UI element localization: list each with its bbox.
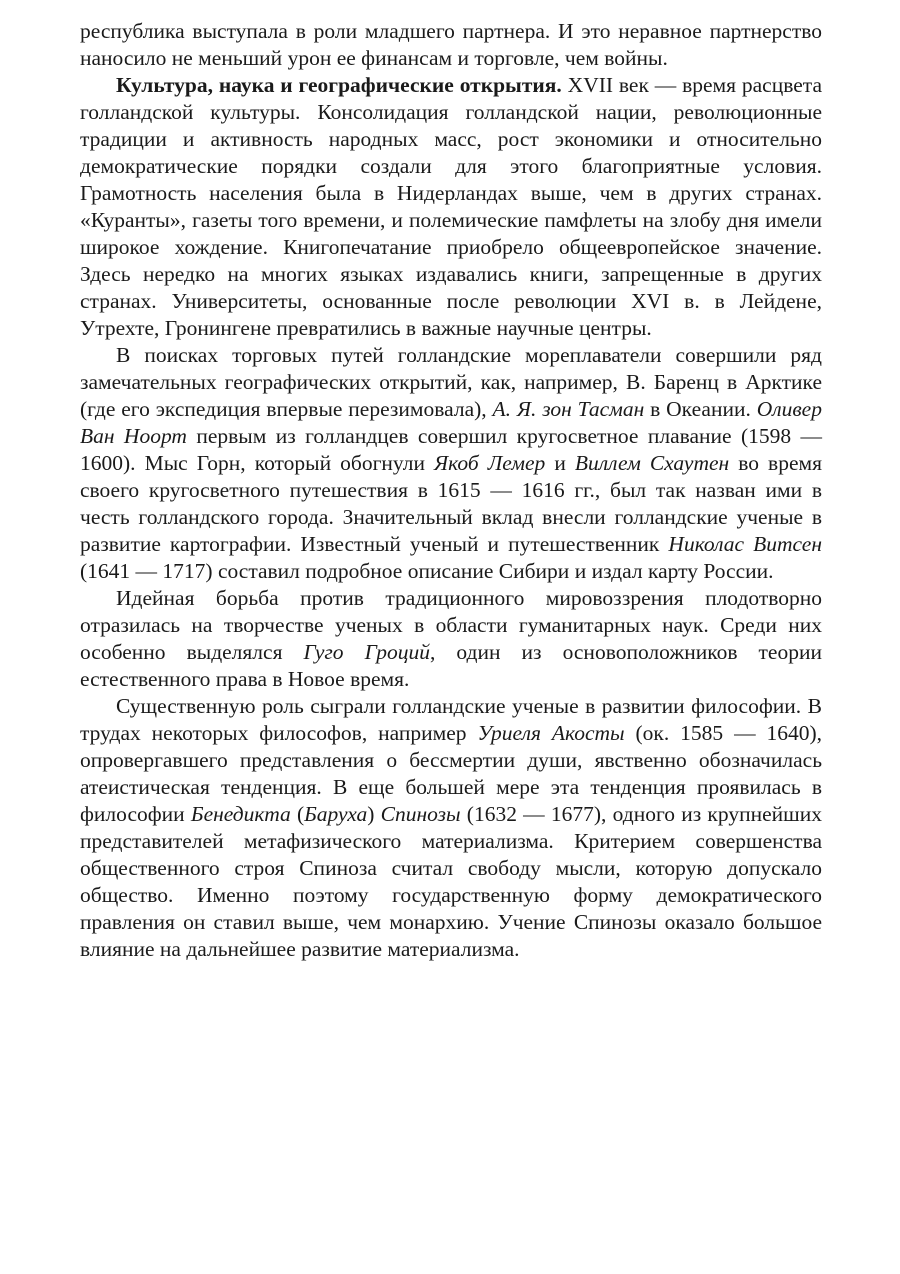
name-lemer: Якоб Лемер [434, 451, 546, 475]
paragraph-3-text-2: в Океании. [644, 397, 757, 421]
page-body [80, 18, 822, 963]
paragraph-2 [80, 72, 822, 342]
paragraph-5-text-5: (1632 — 1677), одного из крупнейших представителей метафизического материализма. Критерием совершенства общественного строя Спиноза считал свободу мысли, которую допускало общество. Именно поэтому государственную форму демократического правления он ставил выше, чем монархию. Учение Спинозы оказало большое влияние на дальнейшее развитие материализма. [80, 802, 822, 961]
paragraph-3-text-1: В поисках торговых путей голландские мореплаватели совершили ряд замечательных географических открытий, как, например, В. Баренц в Арктике (где его экспедиция впервые перезимовала), [80, 343, 822, 421]
paragraph-1-text: республика выступала в роли младшего партнера. И это неравное партнерство наносило не меньший урон ее финансам и торговле, чем войны. [80, 19, 822, 70]
name-witsen: Николас Витсен [668, 532, 822, 556]
name-baruch: Баруха [304, 802, 368, 826]
name-grotius: Гуго Гроций [303, 640, 430, 664]
paragraph-3-text-5: во время своего кругосветного путешествия в 1615 — 1616 гг., был так назван ими в честь голландского города. Значительный вклад внесли голландские ученые в развитие картографии. Известный ученый и путешественник [80, 451, 822, 556]
paragraph-3-text-6: (1641 — 1717) составил подробное описание Сибири и издал карту России. [80, 559, 774, 583]
paragraph-5-text-1: Существенную роль сыграли голландские ученые в развитии философии. В трудах некоторых философов, например [80, 694, 822, 745]
name-spinoza: Спинозы [380, 802, 461, 826]
paragraph-4-text-1: Идейная борьба против традиционного мировоззрения плодотворно отразилась на творчестве ученых в области гуманитарных наук. Среди них особенно выделялся [80, 586, 822, 664]
paragraph-4 [80, 585, 822, 693]
name-schouten: Виллем Схаутен [574, 451, 730, 475]
paragraph-2-text: XVII век — время расцвета голландской культуры. Консолидация голландской нации, революционные традиции и активность народных масс, рост экономики и относительно демократические порядки создали для этого благоприятные условия. Грамотность населения была в Нидерландах выше, чем в других странах. «Куранты», газеты того времени, и полемические памфлеты на злобу дня имели широкое хождение. Книгопечатание приобрело общеевропейское значение. Здесь нередко на многих языках издавались книги, запрещенные в других странах. Университеты, основанные после революции XVI в. в Лейдене, Утрехте, Гронингене превратились в важные научные центры. [80, 73, 823, 340]
paragraph-1 [80, 18, 822, 72]
name-acosta: Уриеля Акосты [477, 721, 625, 745]
name-benedict: Бенедикта [190, 802, 291, 826]
paragraph-3 [80, 342, 822, 585]
paragraph-4-text-2: , один из основоположников теории естественного права в Новое время. [80, 640, 822, 691]
paragraph-5-text-3: ( [290, 802, 305, 826]
paragraph-5-text-2: (ок. 1585 — 1640), опровергавшего представления о бессмертии души, явственно обозначилась атеистическая тенденция. В еще большей мере эта тенденция проявилась в философии [80, 721, 823, 826]
paragraph-3-text-3: первым из голландцев совершил кругосветное плавание (1598 — 1600). Мыс Горн, который обогнули [80, 424, 822, 475]
paragraph-3-text-4: и [545, 451, 575, 475]
paragraph-5 [80, 693, 822, 963]
paragraph-5-text-4: ) [367, 802, 381, 826]
section-heading: Культура, наука и географические открытия. [116, 73, 562, 97]
name-van-noort: Оливер Ван Ноорт [80, 397, 822, 448]
name-tasman: А. Я. зон Тасман [492, 397, 645, 421]
